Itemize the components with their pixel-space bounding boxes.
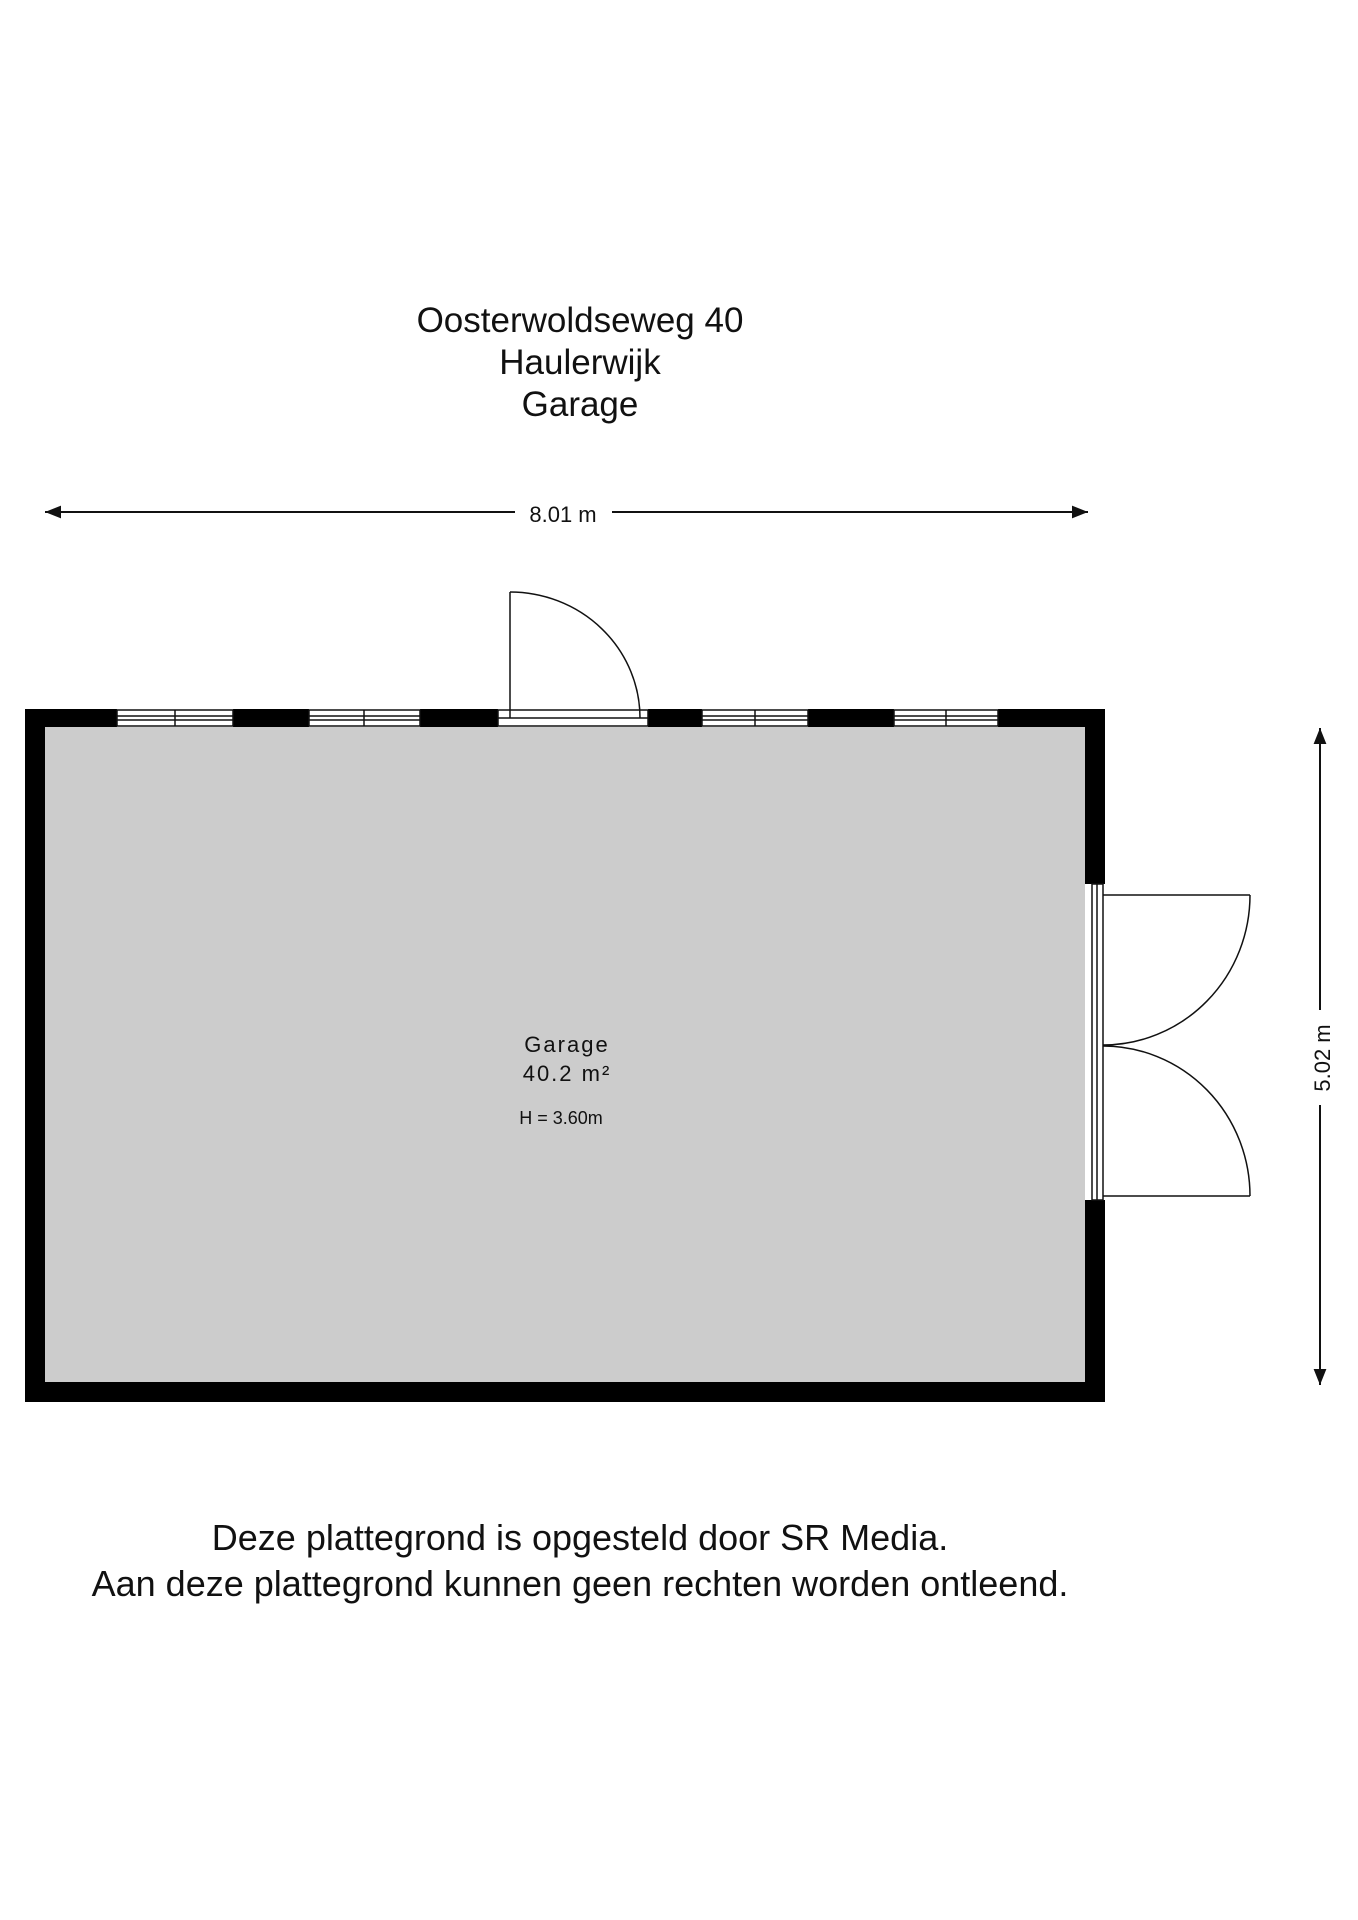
floor-title: Garage [521,385,639,424]
top-door [498,592,648,726]
window-3 [702,710,808,726]
room-area: 40.2 m² [522,1061,612,1086]
room-name: Garage [524,1032,610,1057]
width-dimension [45,502,1088,527]
window-2 [309,710,420,726]
town-title: Haulerwijk [499,343,661,382]
room-height: H = 3.60m [519,1108,603,1128]
disclaimer-line-2: Aan deze plattegrond kunnen geen rechten worden ontleend. [91,1563,1069,1604]
depth-label: 5.02 m [1310,1024,1335,1092]
room-label [519,1032,611,1128]
address-title: Oosterwoldseweg 40 [416,301,744,340]
window-4 [894,710,998,726]
garage-double-door [1092,884,1250,1200]
depth-dimension [1310,728,1335,1385]
disclaimer [0,1515,1160,1607]
disclaimer-line-1: Deze plattegrond is opgesteld door SR Media. [211,1517,949,1558]
width-label: 8.01 m [529,502,597,527]
window-1 [117,710,233,726]
